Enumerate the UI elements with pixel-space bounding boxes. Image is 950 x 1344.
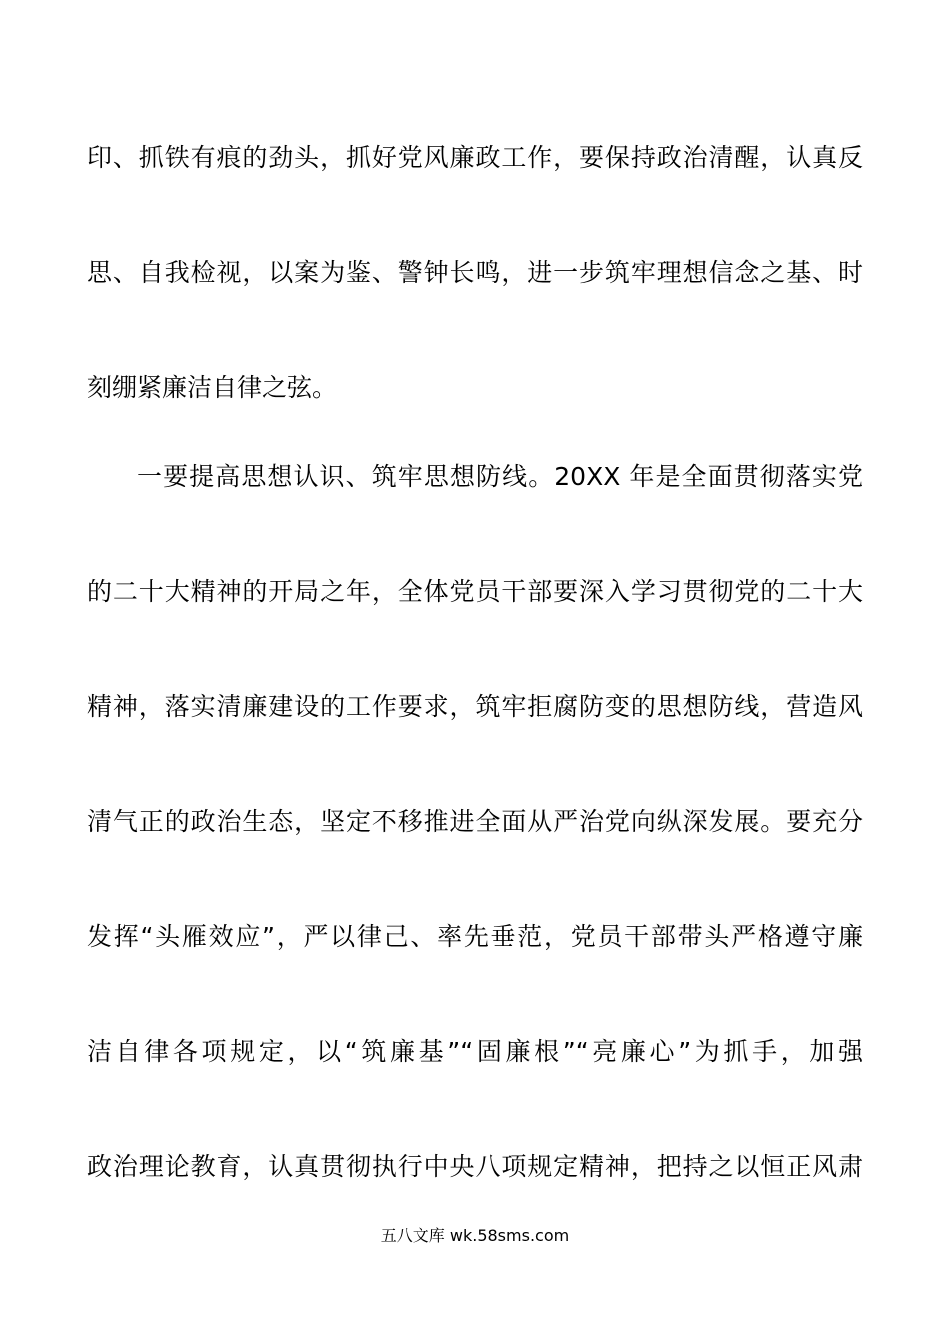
footer-watermark: 五八文库 wk.58sms.com (380, 1226, 570, 1245)
body-text-line: 的二十大精神的开局之年，全体党员干部要深入学习贯彻党的二十大 (87, 577, 863, 606)
body-text-line: 政治理论教育，认真贯彻执行中央八项规定精神，把持之以恒正风肃 (87, 1152, 863, 1181)
paragraph-first-line: 一要提高思想认识、筑牢思想防线。20XX 年是全面贯彻落实党 (137, 462, 863, 491)
body-text-line: 印、抓铁有痕的劲头，抓好党风廉政工作，要保持政治清醒，认真反 (87, 143, 863, 172)
body-text-line: 发挥“头雁效应”，严以律己、率先垂范，党员干部带头严格遵守廉 (87, 922, 863, 951)
body-text-line: 清气正的政治生态，坚定不移推进全面从严治党向纵深发展。要充分 (87, 807, 863, 836)
body-text-line: 精神，落实清廉建设的工作要求，筑牢拒腐防变的思想防线，营造风 (87, 692, 863, 721)
body-text-line: 刻绷紧廉洁自律之弦。 (87, 373, 338, 402)
body-text-line: 洁自律各项规定，以“筑廉基”“固廉根”“亮廉心”为抓手，加强 (87, 1037, 863, 1066)
body-text-line: 思、自我检视，以案为鉴、警钟长鸣，进一步筑牢理想信念之基、时 (87, 258, 863, 287)
